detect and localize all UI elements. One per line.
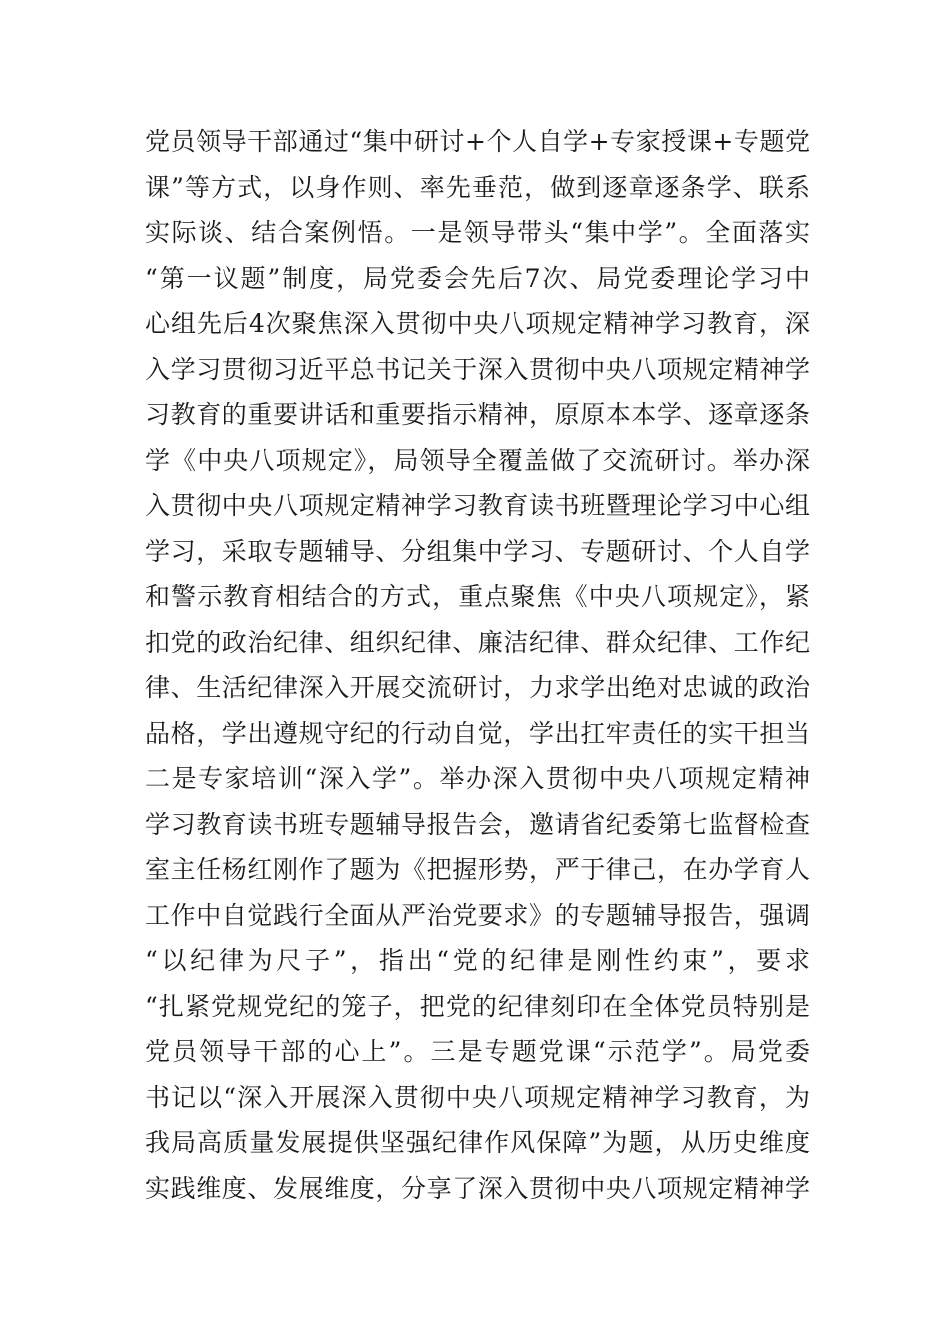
text-line: 我局高质量发展提供坚强纪律作风保障”为题，从历史维度 [145, 1128, 810, 1157]
text-line: 学《中央八项规定》，局领导全覆盖做了交流研讨。举办深 [145, 445, 810, 475]
text-line: 工作中自觉践行全面从严治党要求》的专题辅导报告，强调 [145, 900, 810, 930]
text-line: 心组先后4次聚焦深入贯彻中央八项规定精神学习教育，深 [145, 309, 810, 338]
text-line: 入学习贯彻习近平总书记关于深入贯彻中央八项规定精神学 [145, 354, 810, 384]
text-line: 党员领导干部通过“集中研讨+个人自学+专家授课+专题党 [145, 127, 810, 156]
text-line: “以纪律为尺子”，指出“党的纪律是刚性约束”，要求 [145, 946, 810, 975]
text-line: 室主任杨红刚作了题为《把握形势，严于律己，在办学育人 [145, 855, 810, 884]
text-line: “第一议题”制度，局党委会先后7次、局党委理论学习中 [145, 263, 810, 293]
body-text [145, 119, 810, 1211]
text-line: 书记以“深入开展深入贯彻中央八项规定精神学习教育，为 [145, 1082, 810, 1112]
text-line: 学习，采取专题辅导、分组集中学习、专题研讨、个人自学 [145, 536, 810, 566]
text-line: 入贯彻中央八项规定精神学习教育读书班暨理论学习中心组 [145, 491, 810, 520]
text-line: 实际谈、结合案例悟。一是领导带头“集中学”。全面落实 [145, 218, 810, 247]
text-line: 实践维度、发展维度，分享了深入贯彻中央八项规定精神学 [145, 1173, 810, 1203]
text-line: 品格，学出遵规守纪的行动自觉，学出扛牢责任的实干担当 [145, 718, 810, 748]
text-line: 二是专家培训“深入学”。举办深入贯彻中央八项规定精神 [145, 764, 810, 793]
text-line: 扣党的政治纪律、组织纪律、廉洁纪律、群众纪律、工作纪 [145, 627, 810, 657]
text-line: 党员领导干部的心上”。三是专题党课“示范学”。局党委 [145, 1037, 810, 1066]
text-line: 课”等方式，以身作则、率先垂范，做到逐章逐条学、联系 [145, 172, 810, 202]
text-line: 学习教育读书班专题辅导报告会，邀请省纪委第七监督检查 [145, 809, 810, 839]
text-line: 习教育的重要讲话和重要指示精神，原原本本学、逐章逐条 [145, 400, 810, 429]
text-line: 律、生活纪律深入开展交流研讨，力求学出绝对忠诚的政治 [145, 673, 810, 702]
text-line: 和警示教育相结合的方式，重点聚焦《中央八项规定》，紧 [145, 582, 810, 611]
text-line: “扎紧党规党纪的笼子，把党的纪律刻印在全体党员特别是 [145, 991, 810, 1021]
